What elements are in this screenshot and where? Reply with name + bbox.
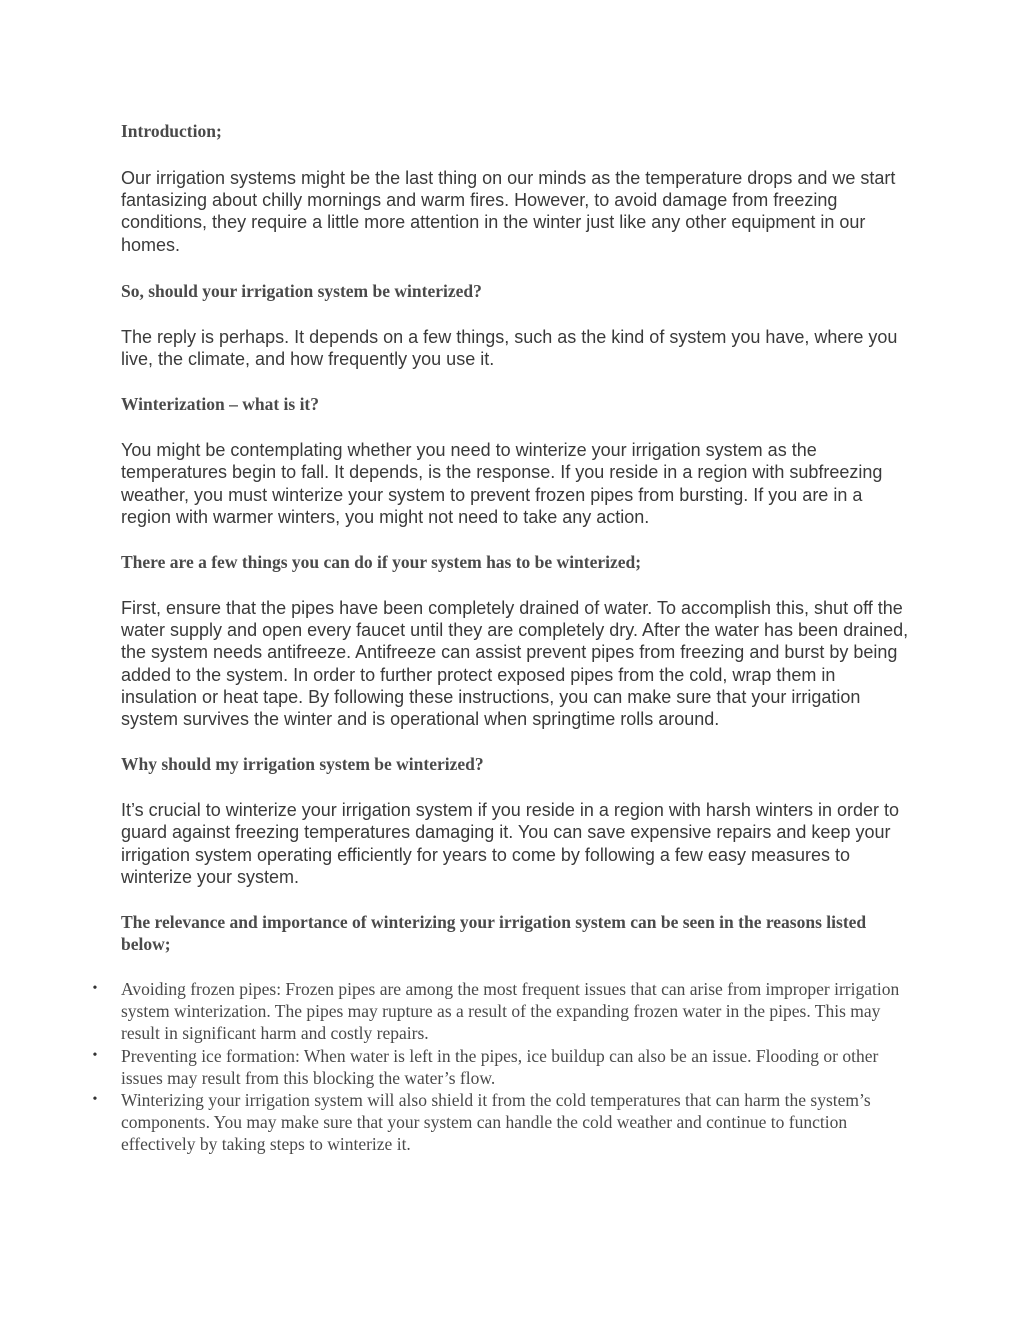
section-heading-introduction: Introduction; [121, 121, 222, 141]
document-page [92, 120, 911, 1156]
section-body-should-winterize: The reply is perhaps. It depends on a few things, such as the kind of system you have, where you live, the climate, and how frequently you use it. [121, 326, 898, 370]
bullet-icon: • [92, 1092, 98, 1108]
section-body-what-is-it: You might be contemplating whether you need to winterize your irrigation system as the temperatures begin to fall. It depends, is the response. If you reside in a region with subfreezing weather, you must winterize your system to prevent frozen pipes from bursting. If you are in a region with warmer winters, you might not need to take any action. [121, 440, 883, 527]
list-item [92, 978, 911, 1045]
section-heading-what-is-it: Winterization – what is it? [121, 394, 320, 415]
list-item-text: Avoiding frozen pipes: Frozen pipes are among the most frequent issues that can arise from improper irrigation system winterization. The pipes may rupture as a result of the expanding frozen water in the pipes. This may result in significant harm and costly repairs. [121, 979, 900, 1044]
bullet-icon: • [92, 981, 98, 997]
section-heading-things-to-do: There are a few things you can do if your system has to be winterized; [121, 552, 642, 573]
section-heading-should-winterize: So, should your irrigation system be winterized? [121, 280, 482, 301]
list-item-text: Preventing ice formation: When water is left in the pipes, ice buildup can also be an issue. Flooding or other issues may result from this blocking the water’s flow. [121, 1045, 879, 1088]
bullet-icon: • [92, 1047, 98, 1063]
list-item [92, 1045, 911, 1089]
list-item-text: Winterizing your irrigation system will also shield it from the cold temperatures that can harm the system’s components. You may make sure that your system can handle the cold weather and continue to function effectively by taking steps to winterize it. [121, 1090, 871, 1155]
section-body-things-to-do: First, ensure that the pipes have been completely drained of water. To accomplish this, shut off the water supply and open every faucet until they are completely dry. After the water has been drained, the system needs antifreeze. Antifreeze can assist prevent pipes from freezing and burst by being added to the system. In order to further protect exposed pipes from the cold, wrap them in insulation or heat tape. By following these instructions, you can make sure that your irrigation system survives the winter and is operational when springtime rolls around. [121, 598, 909, 730]
section-heading-why-winterize: Why should my irrigation system be winterized? [121, 754, 484, 775]
section-body-why-winterize: It’s crucial to winterize your irrigation system if you reside in a region with harsh winters in order to guard against freezing temperatures damaging it. You can save expensive repairs and keep your irrigation system operating efficiently for years to come by following a few easy measures to winterize your system. [121, 800, 899, 887]
section-heading-relevance: The relevance and importance of winterizing your irrigation system can be seen in the reasons listed below; [121, 912, 867, 955]
list-item [92, 1089, 911, 1156]
reasons-list [92, 978, 911, 1156]
section-body-introduction: Our irrigation systems might be the last thing on our minds as the temperature drops and we start fantasizing about chilly mornings and warm fires. However, to avoid damage from freezing conditions, they require a little more attention in the winter just like any other equipment in our homes. [121, 168, 896, 255]
